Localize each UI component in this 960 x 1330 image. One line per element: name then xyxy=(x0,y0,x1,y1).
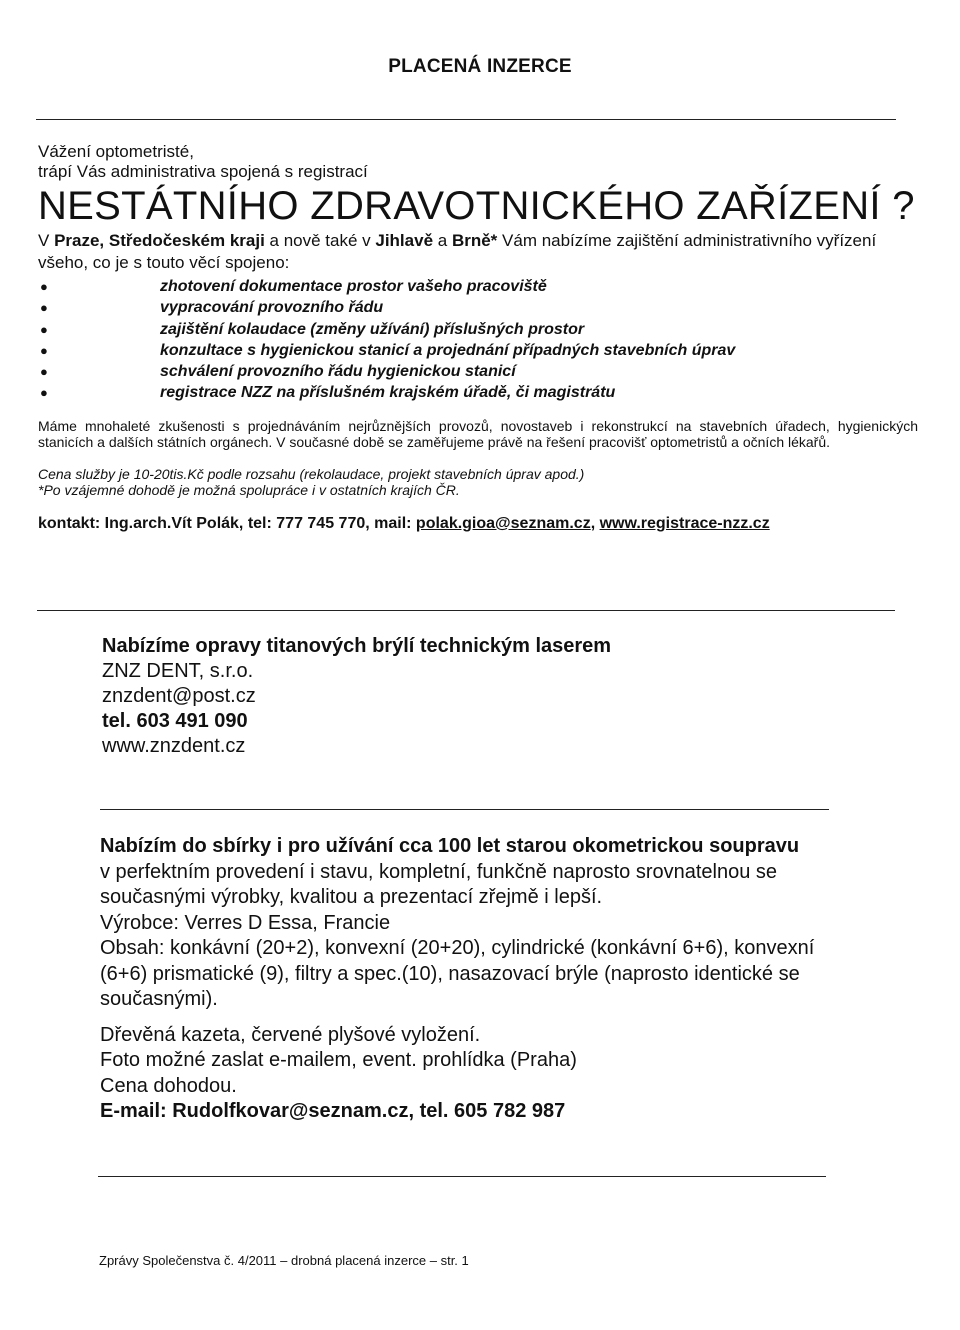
bullet-icon: ● xyxy=(40,300,48,316)
bullet-icon: ● xyxy=(40,321,48,337)
lead-rest: Vám nabízíme zajištění administrativního vyřízení všeho, co je s touto věcí spojeno: xyxy=(38,231,877,272)
list-item xyxy=(38,297,918,318)
list-item xyxy=(38,276,918,297)
service-text: zhotovení dokumentace prostor vašeho pracoviště xyxy=(160,278,547,295)
ad2-headline: Nabízíme opravy titanových brýlí technickým laserem xyxy=(102,635,612,657)
company-phone: tel. 603 491 090 xyxy=(102,710,248,732)
intro-text: trápí Vás administrativa spojená s registrací xyxy=(38,162,368,181)
service-text: konzultace s hygienickou stanicí a projednání případných stavebních úprav xyxy=(160,341,736,359)
lead-praha: Praze, Středočeském kraji xyxy=(54,231,265,250)
set-description: v perfektním provedení i stavu, kompletní, funkčně naprosto srovnatelnou se současnými výrobky, kvalitou a prezentací zřejmě i lepší. xyxy=(100,860,778,908)
list-item xyxy=(38,382,918,403)
page-footer: Zprávy Společenstva č. 4/2011 – drobná placená inzerce – str. 1 xyxy=(99,1253,469,1268)
company-email: znzdent@post.cz xyxy=(102,685,256,707)
lead-mid: a nově také v xyxy=(264,231,376,250)
service-text: schválení provozního řádu hygienickou stanicí xyxy=(160,363,516,381)
list-item xyxy=(38,361,918,382)
service-text: zajištění kolaudace (změny užívání) příslušných prostor xyxy=(160,320,585,338)
divider-ad2 xyxy=(100,809,829,810)
lead-brno: Brně* xyxy=(451,231,498,250)
company-name: ZNZ DENT, s.r.o. xyxy=(102,660,254,682)
set-contents: Obsah: konkávní (20+2), konvexní (20+20), cylindrické (konkávní 6+6), konvexní (6+6) prismatické (9), filtry a spec.(10), nasazovací brýle (naprosto identické se současnými). xyxy=(100,937,815,1010)
services-list xyxy=(38,276,918,404)
page-header: PLACENÁ INZERCE xyxy=(388,56,572,77)
contact-separator: , xyxy=(590,514,600,532)
lead-jihlava: Jihlavě xyxy=(375,231,434,250)
bullet-icon: ● xyxy=(40,385,48,401)
greeting: Vážení optometristé, xyxy=(38,142,194,161)
service-text: registrace NZZ na příslušném krajském úřadě, či magistrátu xyxy=(160,384,616,402)
lead-prefix: V xyxy=(38,231,55,250)
set-photo: Foto možné zaslat e-mailem, event. prohlídka (Praha) xyxy=(100,1049,577,1071)
bullet-icon: ● xyxy=(40,342,48,358)
price-text: Cena služby je 10-20tis.Kč podle rozsahu (rekolaudace, projekt stavebních úprav apod.) xyxy=(38,465,585,482)
set-price: Cena dohodou. xyxy=(100,1074,237,1097)
lead-and: a xyxy=(433,231,452,250)
ad-nzz-registration xyxy=(38,142,918,534)
lead-paragraph xyxy=(38,230,918,274)
price-note xyxy=(38,466,918,498)
company-web: www.znzdent.cz xyxy=(102,735,246,757)
contact-prefix: kontakt: Ing.arch.Vít Polák, tel: 777 745 770, mail: xyxy=(38,514,416,532)
cooperation-text: *Po vzájemné dohodě je možná spolupráce i v ostatních krajích ČR. xyxy=(38,481,460,498)
email-link[interactable]: polak.gioa@seznam.cz xyxy=(415,514,591,532)
ad-optometric-set xyxy=(100,834,840,1125)
divider-ad1 xyxy=(37,610,895,611)
bullet-icon: ● xyxy=(40,364,48,380)
ad3-headline: Nabízím do sbírky i pro užívání cca 100 let starou okometrickou soupravu xyxy=(100,835,800,857)
website-link[interactable]: www.registrace-nzz.cz xyxy=(599,514,770,532)
set-contact: E-mail: Rudolfkovar@seznam.cz, tel. 605 782 987 xyxy=(100,1100,566,1122)
ad-titanium-repair xyxy=(102,634,902,759)
set-maker: Výrobce: Verres D Essa, Francie xyxy=(100,911,391,934)
experience-paragraph: Máme mnohaleté zkušenosti s projednáváním nejrůznějších provozů, novostaveb i rekonstrukcí na stavebních úřadech, hygienických stanicích a dalších státních orgánech. V současné době se zaměřujeme právě na řešení pracovišť optometristů a očních lékařů. xyxy=(38,417,918,450)
ad-headline: NESTÁTNÍHO ZDRAVOTNICKÉHO ZAŘÍZENÍ ? xyxy=(38,184,915,228)
bullet-icon: ● xyxy=(40,279,48,294)
set-case: Dřevěná kazeta, červené plyšové vyložení. xyxy=(100,1023,481,1046)
list-item xyxy=(38,319,918,340)
divider-ad3 xyxy=(98,1176,826,1177)
divider-top xyxy=(36,119,896,120)
list-item xyxy=(38,340,918,361)
contact-line xyxy=(38,514,918,534)
service-text: vypracování provozního řádu xyxy=(160,299,384,317)
